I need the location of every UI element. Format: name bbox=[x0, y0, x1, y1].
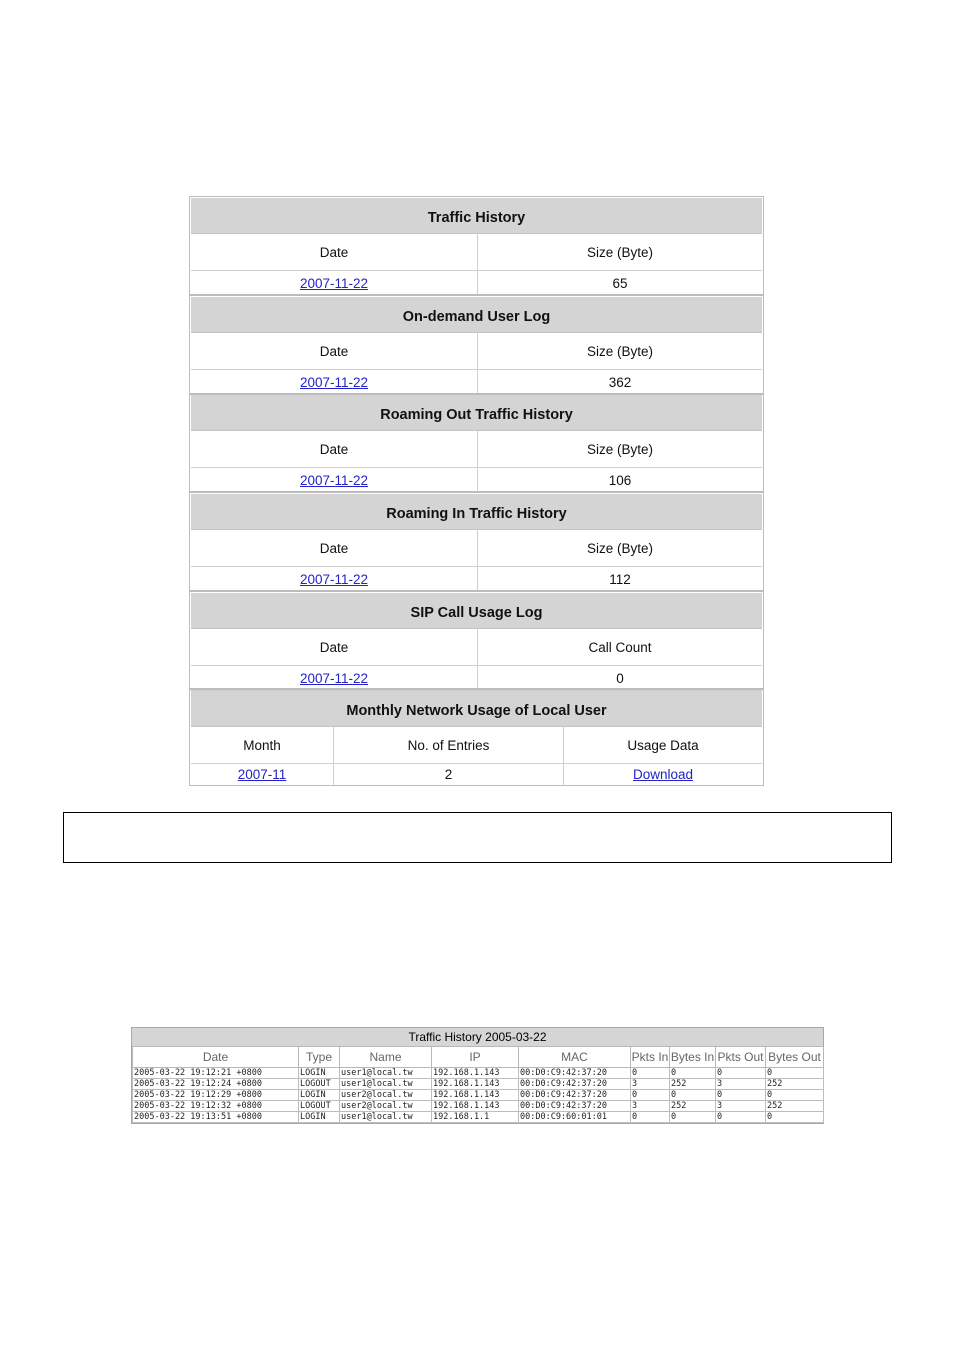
col-mac: MAC bbox=[519, 1047, 631, 1068]
cell-ip: 192.168.1.143 bbox=[432, 1101, 519, 1112]
cell-type: LOGIN bbox=[299, 1068, 340, 1079]
cell-pkts-in: 0 bbox=[631, 1112, 670, 1123]
cell-date: 2005-03-22 19:12:29 +0800 bbox=[133, 1090, 299, 1101]
table-header-row bbox=[191, 629, 762, 666]
note-box bbox=[63, 812, 892, 863]
cell-type: LOGOUT bbox=[299, 1101, 340, 1112]
col-ip: IP bbox=[432, 1047, 519, 1068]
date-link[interactable]: 2007-11-22 bbox=[299, 374, 369, 390]
cell-bytes-out: 0 bbox=[766, 1068, 824, 1079]
cell-pkts-out: 0 bbox=[716, 1090, 766, 1101]
cell-pkts-in: 0 bbox=[631, 1090, 670, 1101]
section-title: On-demand User Log bbox=[191, 297, 762, 333]
size-header: Size (Byte) bbox=[477, 333, 762, 369]
cell-pkts-in: 3 bbox=[631, 1079, 670, 1090]
table-row bbox=[191, 468, 762, 493]
cell-mac: 00:D0:C9:42:37:20 bbox=[519, 1079, 631, 1090]
cell-bytes-out: 252 bbox=[766, 1079, 824, 1090]
cell-mac: 00:D0:C9:42:37:20 bbox=[519, 1101, 631, 1112]
cell-pkts-out: 3 bbox=[716, 1079, 766, 1090]
cell-ip: 192.168.1.143 bbox=[432, 1068, 519, 1079]
section-title: Traffic History bbox=[191, 198, 762, 234]
table-row bbox=[133, 1079, 824, 1090]
size-header: Size (Byte) bbox=[477, 234, 762, 270]
on-demand-user-log-section bbox=[191, 297, 762, 395]
cell-mac: 00:D0:C9:60:01:01 bbox=[519, 1112, 631, 1123]
cell-pkts-in: 0 bbox=[631, 1068, 670, 1079]
traffic-history-detail bbox=[131, 1027, 824, 1124]
section-divider bbox=[190, 491, 763, 493]
col-pkts-in: Pkts In bbox=[631, 1047, 670, 1068]
size-value: 106 bbox=[477, 468, 762, 492]
col-bytes-out: Bytes Out bbox=[766, 1047, 824, 1068]
date-link[interactable]: 2007-11-22 bbox=[299, 571, 369, 587]
cell-date: 2005-03-22 19:12:21 +0800 bbox=[133, 1068, 299, 1079]
cell-date: 2005-03-22 19:12:24 +0800 bbox=[133, 1079, 299, 1090]
table-row bbox=[191, 567, 762, 592]
date-header: Date bbox=[319, 639, 349, 655]
detail-table bbox=[132, 1046, 824, 1123]
date-header: Date bbox=[319, 540, 349, 556]
cell-name: user1@local.tw bbox=[340, 1068, 432, 1079]
date-link[interactable]: 2007-11-22 bbox=[299, 275, 369, 291]
cell-date: 2005-03-22 19:12:32 +0800 bbox=[133, 1101, 299, 1112]
section-title: SIP Call Usage Log bbox=[191, 593, 762, 629]
size-header: Size (Byte) bbox=[477, 530, 762, 566]
entries-header: No. of Entries bbox=[333, 727, 563, 763]
cell-name: user2@local.tw bbox=[340, 1101, 432, 1112]
download-link[interactable]: Download bbox=[632, 767, 694, 782]
section-title: Roaming In Traffic History bbox=[191, 494, 762, 530]
size-value: 65 bbox=[477, 271, 762, 295]
date-header: Date bbox=[319, 441, 349, 457]
call-count-header: Call Count bbox=[477, 629, 762, 665]
cell-ip: 192.168.1.143 bbox=[432, 1079, 519, 1090]
section-title: Roaming Out Traffic History bbox=[191, 395, 762, 431]
col-type: Type bbox=[299, 1047, 340, 1068]
entries-value: 2 bbox=[333, 764, 563, 785]
cell-bytes-in: 0 bbox=[670, 1068, 716, 1079]
history-panel bbox=[189, 196, 764, 786]
cell-mac: 00:D0:C9:42:37:20 bbox=[519, 1068, 631, 1079]
table-header-row bbox=[191, 530, 762, 567]
cell-type: LOGIN bbox=[299, 1090, 340, 1101]
table-header-row bbox=[191, 333, 762, 370]
col-bytes-in: Bytes In bbox=[670, 1047, 716, 1068]
cell-pkts-out: 0 bbox=[716, 1068, 766, 1079]
cell-ip: 192.168.1.143 bbox=[432, 1090, 519, 1101]
col-date: Date bbox=[133, 1047, 299, 1068]
date-link[interactable]: 2007-11-22 bbox=[299, 472, 369, 488]
cell-ip: 192.168.1.1 bbox=[432, 1112, 519, 1123]
cell-mac: 00:D0:C9:42:37:20 bbox=[519, 1090, 631, 1101]
size-value: 112 bbox=[477, 567, 762, 591]
cell-pkts-out: 3 bbox=[716, 1101, 766, 1112]
section-divider bbox=[190, 688, 763, 690]
cell-name: user1@local.tw bbox=[340, 1079, 432, 1090]
cell-pkts-in: 3 bbox=[631, 1101, 670, 1112]
month-header: Month bbox=[243, 737, 281, 753]
section-divider bbox=[190, 294, 763, 296]
table-row bbox=[191, 764, 762, 785]
cell-type: LOGOUT bbox=[299, 1079, 340, 1090]
detail-title: Traffic History 2005-03-22 bbox=[132, 1028, 823, 1046]
cell-bytes-in: 0 bbox=[670, 1090, 716, 1101]
cell-bytes-out: 252 bbox=[766, 1101, 824, 1112]
section-title: Monthly Network Usage of Local User bbox=[191, 691, 762, 727]
cell-bytes-in: 252 bbox=[670, 1101, 716, 1112]
date-header: Date bbox=[319, 244, 349, 260]
cell-bytes-in: 0 bbox=[670, 1112, 716, 1123]
call-count-value: 0 bbox=[477, 666, 762, 690]
monthly-network-usage-section bbox=[191, 691, 762, 785]
date-link[interactable]: 2007-11-22 bbox=[299, 670, 369, 686]
date-header: Date bbox=[319, 343, 349, 359]
table-row bbox=[191, 370, 762, 395]
cell-type: LOGIN bbox=[299, 1112, 340, 1123]
table-header-row bbox=[191, 727, 762, 764]
month-link[interactable]: 2007-11 bbox=[237, 767, 287, 782]
table-row bbox=[133, 1090, 824, 1101]
roaming-out-traffic-history-section bbox=[191, 395, 762, 493]
table-header-row bbox=[191, 234, 762, 271]
cell-pkts-out: 0 bbox=[716, 1112, 766, 1123]
cell-name: user2@local.tw bbox=[340, 1090, 432, 1101]
cell-bytes-out: 0 bbox=[766, 1112, 824, 1123]
size-header: Size (Byte) bbox=[477, 431, 762, 467]
sip-call-usage-log-section bbox=[191, 593, 762, 691]
usage-data-header: Usage Data bbox=[563, 727, 762, 763]
section-divider bbox=[190, 393, 763, 395]
table-row bbox=[133, 1112, 824, 1123]
traffic-history-section bbox=[191, 198, 762, 296]
col-pkts-out: Pkts Out bbox=[716, 1047, 766, 1068]
cell-bytes-out: 0 bbox=[766, 1090, 824, 1101]
col-name: Name bbox=[340, 1047, 432, 1068]
section-divider bbox=[190, 590, 763, 592]
cell-bytes-in: 252 bbox=[670, 1079, 716, 1090]
detail-header-row bbox=[133, 1047, 824, 1068]
roaming-in-traffic-history-section bbox=[191, 494, 762, 592]
table-row bbox=[133, 1068, 824, 1079]
cell-date: 2005-03-22 19:13:51 +0800 bbox=[133, 1112, 299, 1123]
table-row bbox=[133, 1101, 824, 1112]
cell-name: user1@local.tw bbox=[340, 1112, 432, 1123]
table-header-row bbox=[191, 431, 762, 468]
size-value: 362 bbox=[477, 370, 762, 394]
table-row bbox=[191, 271, 762, 296]
